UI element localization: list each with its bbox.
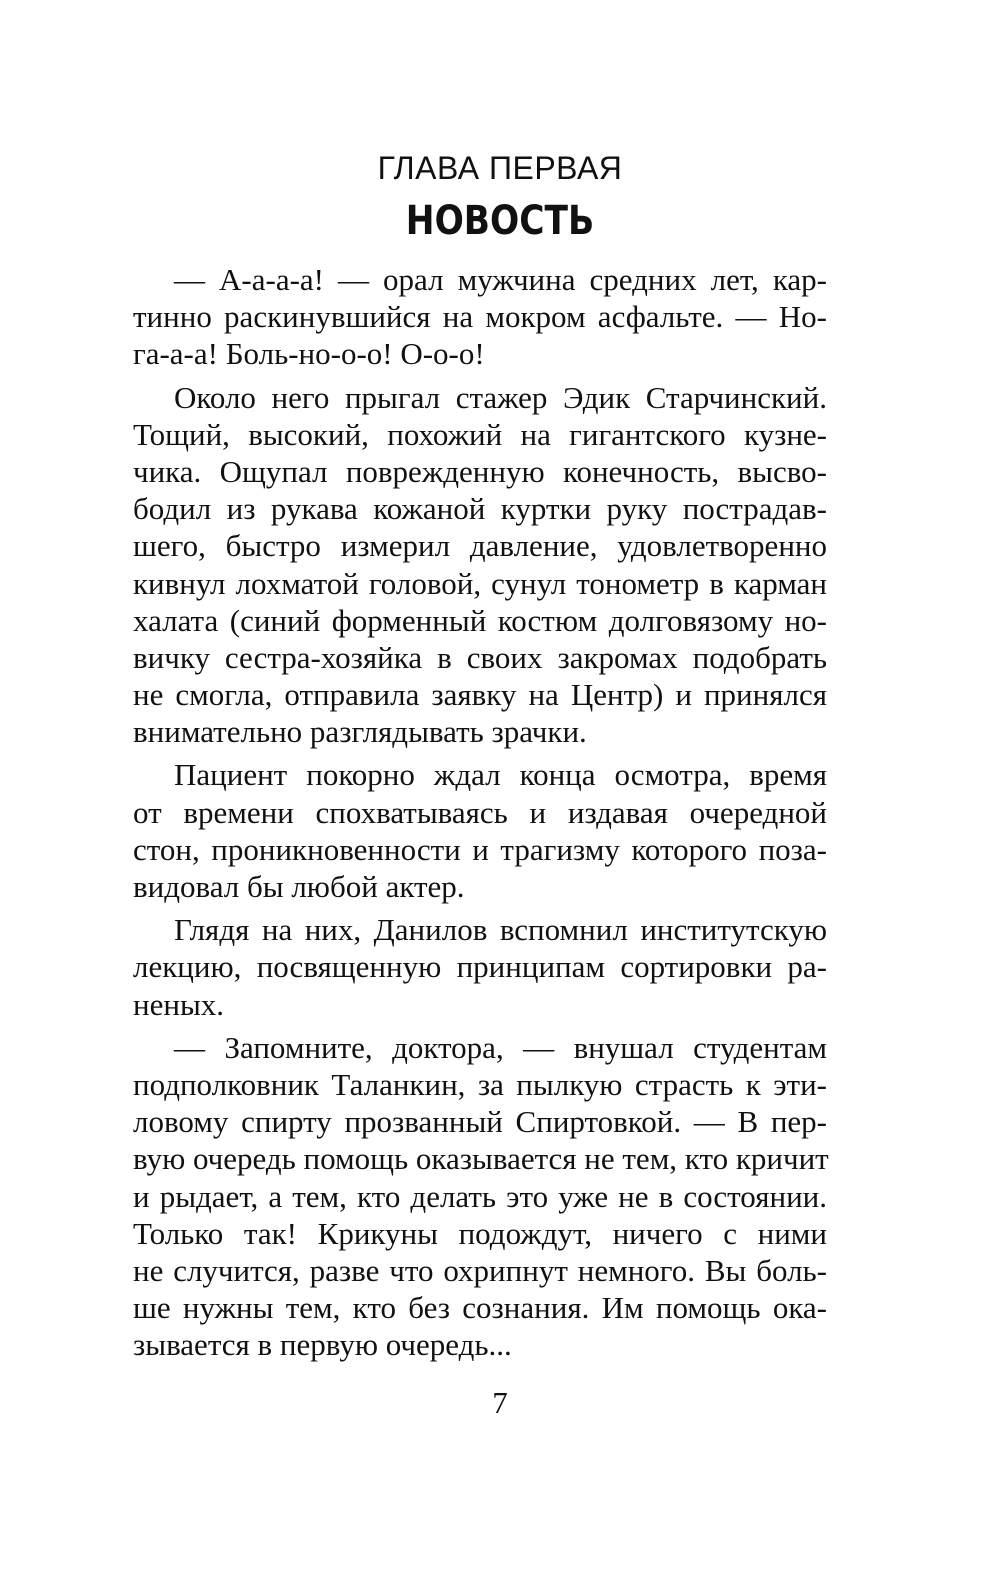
text-line: вую очередь помощь оказывается не тем, кто кричит — [133, 1141, 829, 1177]
text-line: шего, быстро измерил давление, удовлетворенно — [133, 528, 827, 564]
text-line: Только так! Крикуны подождут, ничего с ними — [133, 1215, 827, 1251]
chapter-label: ГЛАВА ПЕРВАЯ — [377, 150, 623, 186]
text-line: тинно раскинувшийся на мокром асфальте. — Но- — [133, 299, 827, 335]
text-line: не смогла, отправила заявку на Центр) и принялся — [133, 677, 827, 713]
text-line: Около него прыгал стажер Эдик Старчинский. — [174, 379, 827, 415]
text-line: Пациент покорно ждал конца осмотра, время — [174, 757, 827, 793]
text-line: неных. — [133, 986, 225, 1022]
text-line: от времени спохватываясь и издавая очередной — [133, 794, 827, 830]
text-line: ше нужны тем, кто без сознания. Им помощь ока- — [133, 1290, 827, 1326]
text-line: — Запомните, доктора, — внушал студентам — [174, 1029, 827, 1065]
text-line: халата (синий форменный костюм долговязому но- — [133, 602, 827, 638]
text-line: бодил из рукава кожаной куртки руку пострадав- — [133, 491, 827, 527]
text-line: вичку сестра-хозяйка в своих закромах подобрать — [133, 639, 827, 675]
text-line: ловому спирту прозванный Спиртовкой. — В пер- — [133, 1104, 827, 1140]
text-line: видовал бы любой актер. — [133, 869, 465, 904]
paragraph — [133, 379, 827, 751]
text-line: не случится, разве что охрипнут немного. Вы боль- — [133, 1252, 827, 1288]
chapter-title: НОВОСТЬ — [405, 198, 595, 244]
body-text — [133, 261, 827, 1369]
text-line: и рыдает, а тем, кто делать это уже не в состоянии. — [133, 1178, 827, 1214]
text-line: га-а-а! Боль-но-о-о! О-о-о! — [133, 336, 485, 372]
text-line: лекцию, посвященную принципам сортировки ра- — [133, 949, 827, 985]
text-line: — А-а-а-а! — орал мужчина средних лет, кар- — [174, 262, 827, 297]
text-line: зывается в первую очередь... — [133, 1327, 512, 1363]
text-line: подполковник Таланкин, за пылкую страсть к эти- — [133, 1066, 827, 1102]
paragraph — [133, 911, 827, 1023]
text-line: внимательно разглядывать зрачки. — [133, 714, 587, 750]
paragraph — [133, 1029, 827, 1364]
page-number: 7 — [492, 1385, 508, 1420]
text-line: чика. Ощупал поврежденную конечность, высво- — [133, 453, 827, 489]
paragraph — [133, 261, 827, 373]
text-line: кивнул лохматой головой, сунул тонометр в карман — [133, 565, 827, 601]
paragraph — [133, 756, 827, 905]
text-line: Тощий, высокий, похожий на гигантского кузне- — [133, 416, 827, 452]
text-line: Глядя на них, Данилов вспомнил институтскую — [174, 912, 827, 948]
text-line: стон, проникновенности и трагизму которого поза- — [133, 831, 827, 867]
